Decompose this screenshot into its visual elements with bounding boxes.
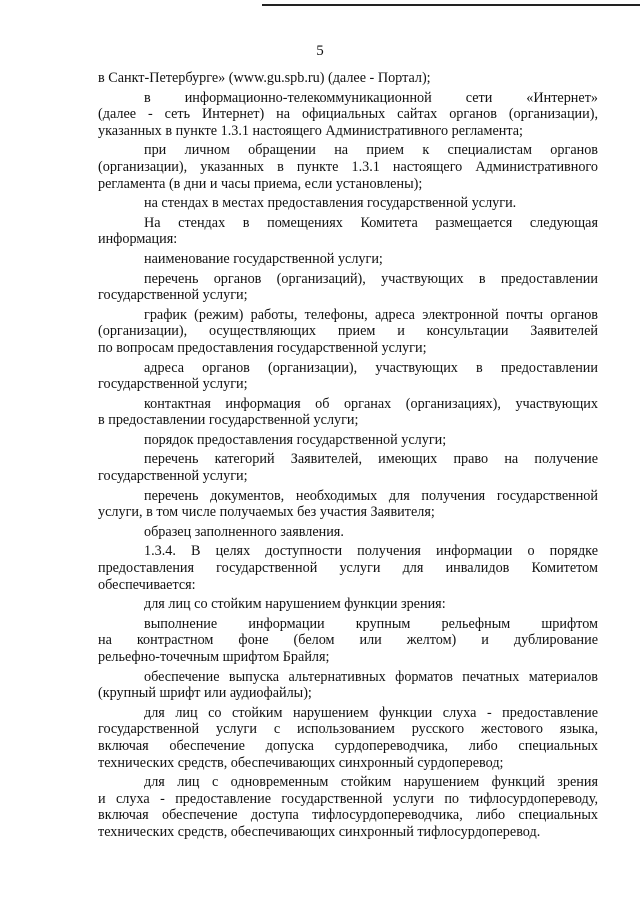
paragraph	[98, 360, 598, 393]
text-line: перечень документов, необходимых для получения государственной	[144, 487, 598, 504]
text-line: для лиц с одновременным стойким нарушением функций зрения	[144, 774, 598, 791]
text-line: (далее - сеть Интернет) на официальных сайтах органов (организации),	[98, 106, 598, 123]
text-line: услуги, в том числе получаемых без участия Заявителя;	[98, 504, 435, 521]
paragraph	[98, 596, 598, 613]
text-line: в информационно-телекоммуникационной сети «Интернет»	[144, 89, 598, 106]
paragraph	[98, 90, 598, 140]
text-line: (организации), указанных в пункте 1.3.1 настоящего Административного	[98, 158, 598, 175]
top-border-rule	[262, 4, 640, 6]
text-line: включая обеспечение доступа тифлосурдопереводчика, либо специальных	[98, 807, 598, 824]
paragraph	[98, 543, 598, 593]
text-line: (крупный шрифт или аудиофайлы);	[98, 685, 312, 702]
text-line: на контрастном фоне (белом или желтом) и дублирование	[98, 632, 598, 649]
paragraph	[98, 195, 598, 212]
text-line: обеспечивается:	[98, 576, 196, 593]
paragraph	[98, 432, 598, 449]
text-line: перечень категорий Заявителей, имеющих право на получение	[144, 451, 598, 468]
text-line: график (режим) работы, телефоны, адреса электронной почты органов	[144, 306, 598, 323]
paragraph	[98, 524, 598, 541]
text-line: указанных в пункте 1.3.1 настоящего Административного регламента;	[98, 122, 523, 139]
text-line: контактная информация об органах (организациях), участвующих	[144, 395, 598, 412]
text-line: государственной услуги с использованием русского жестового языка,	[98, 721, 598, 738]
text-line: для лиц со стойким нарушением функции слуха - предоставление	[144, 704, 598, 721]
text-line: включая обеспечение допуска сурдопереводчика, либо специальных	[98, 737, 598, 754]
text-line: регламента (в дни и часы приема, если установлены);	[98, 175, 423, 192]
text-line: рельефно-точечным шрифтом Брайля;	[98, 649, 330, 665]
paragraph	[98, 251, 598, 268]
text-line: порядок предоставления государственной услуги;	[144, 431, 447, 448]
text-line: выполнение информации крупным рельефным шрифтом	[144, 615, 598, 632]
text-line: и слуха - предоставление государственной услуги по тифлосурдопереводу,	[98, 790, 598, 807]
text-line: адреса органов (организации), участвующих в предоставлении	[144, 359, 598, 376]
text-line: на стендах в местах предоставления государственной услуги.	[144, 195, 517, 212]
page-number: 5	[316, 43, 324, 59]
paragraph	[98, 396, 598, 429]
paragraph	[98, 142, 598, 192]
paragraph	[98, 307, 598, 357]
text-line: технических средств, обеспечивающих синхронный тифлосурдоперевод.	[98, 823, 541, 840]
paragraph	[98, 488, 598, 521]
text-line: образец заполненного заявления.	[144, 523, 344, 540]
document-body	[98, 70, 598, 841]
paragraph	[98, 774, 598, 840]
paragraph	[98, 669, 598, 702]
text-line: обеспечение выпуска альтернативных форматов печатных материалов	[144, 668, 598, 685]
text-line: для лиц со стойким нарушением функции зрения:	[144, 596, 446, 613]
text-line: наименование государственной услуги;	[144, 250, 383, 267]
text-line: технических средств, обеспечивающих синхронный сурдоперевод;	[98, 754, 504, 771]
text-line: по вопросам предоставления государственной услуги;	[98, 339, 427, 356]
paragraph	[98, 705, 598, 771]
text-line: государственной услуги;	[98, 468, 248, 485]
paragraph	[98, 70, 598, 87]
text-line: перечень органов (организаций), участвующих в предоставлении	[144, 270, 598, 287]
text-line: информация:	[98, 231, 178, 248]
paragraph	[98, 616, 598, 666]
text-line: государственной услуги;	[98, 287, 248, 304]
text-line: государственной услуги;	[98, 376, 248, 393]
paragraph	[98, 451, 598, 484]
text-line: (организации), осуществляющих прием и консультации Заявителей	[98, 323, 598, 340]
text-line: в предоставлении государственной услуги;	[98, 412, 359, 429]
text-line: при личном обращении на прием к специалистам органов	[144, 142, 598, 159]
text-line: предоставления государственной услуги для инвалидов Комитетом	[98, 560, 598, 577]
paragraph	[98, 271, 598, 304]
text-line: в Санкт-Петербурге» (www.gu.spb.ru) (далее - Портал);	[98, 70, 431, 86]
text-line: На стендах в помещениях Комитета размещается следующая	[144, 214, 598, 231]
text-line: 1.3.4. В целях доступности получения информации о порядке	[144, 543, 598, 560]
paragraph	[98, 215, 598, 248]
